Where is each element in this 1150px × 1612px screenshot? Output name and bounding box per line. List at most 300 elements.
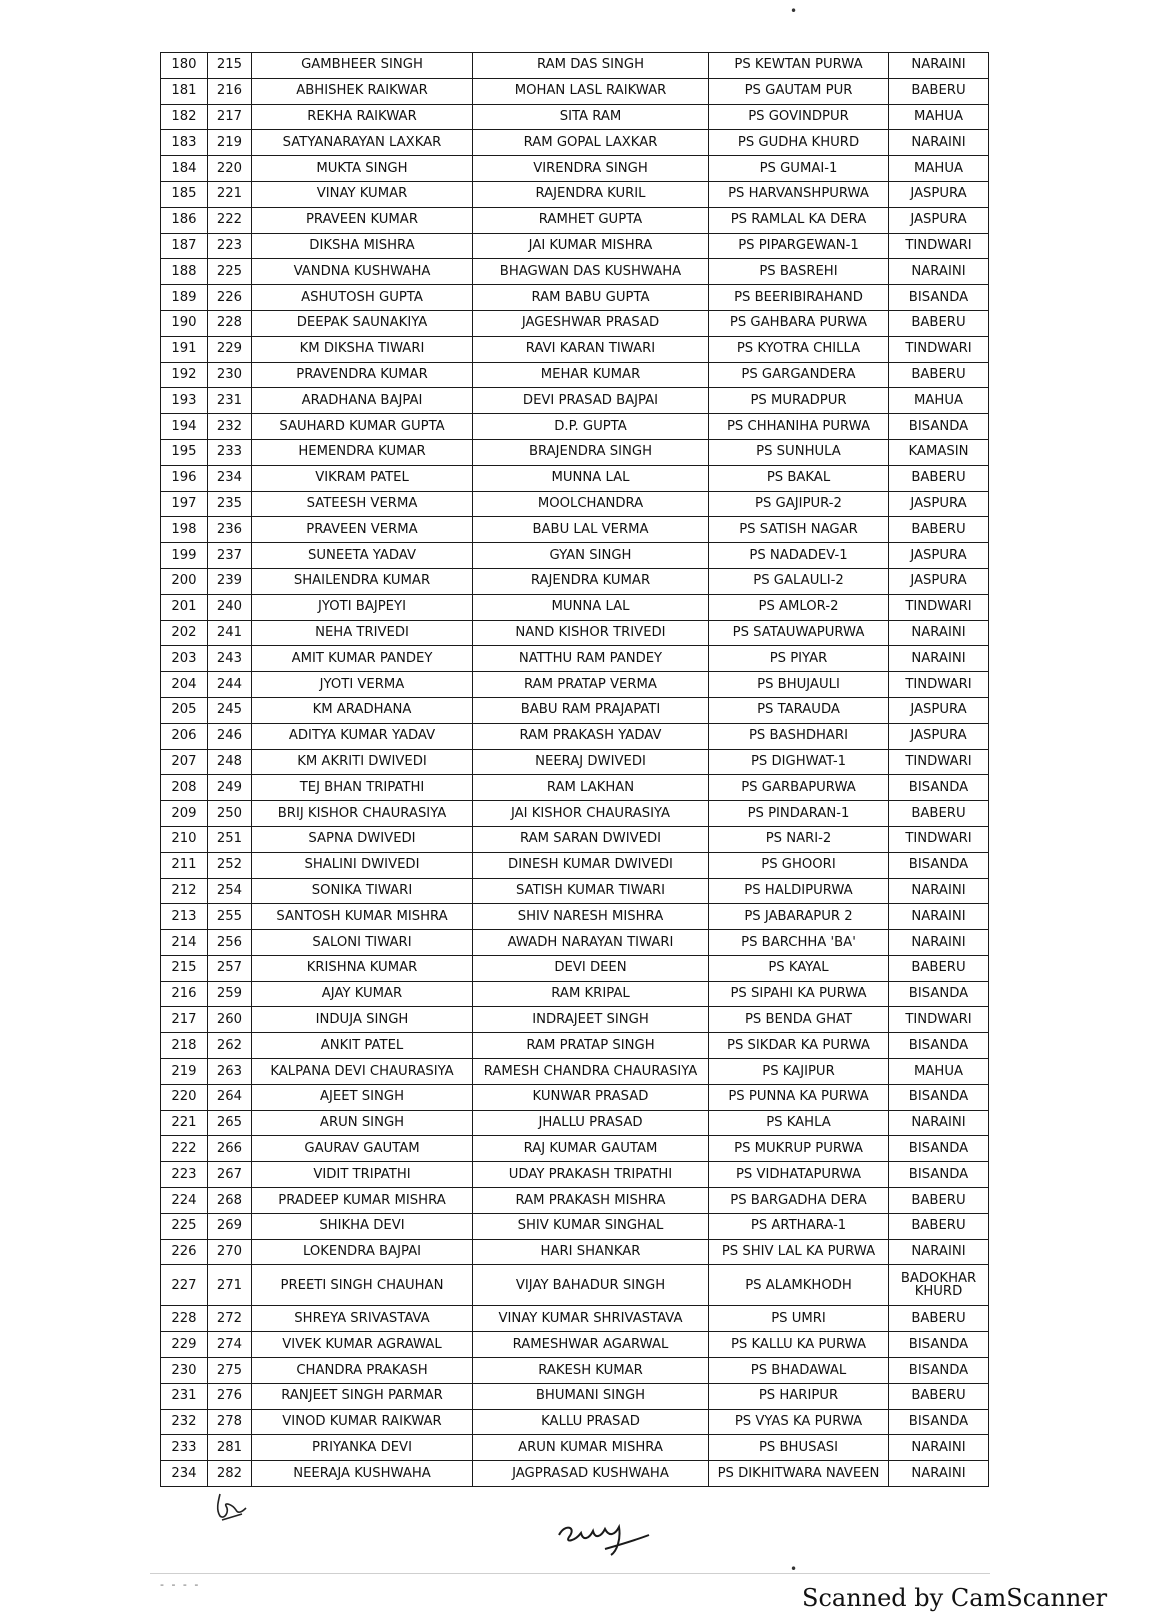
school-name-cell: PS KEWTAN PURWA (709, 53, 889, 79)
father-name-cell: RAM PRATAP SINGH (473, 1033, 709, 1059)
teacher-name-cell: AJEET SINGH (252, 1084, 473, 1110)
teacher-name-cell: ADITYA KUMAR YADAV (252, 723, 473, 749)
teacher-name-cell: AMIT KUMAR PANDEY (252, 646, 473, 672)
school-name-cell: PS GAUTAM PUR (709, 78, 889, 104)
serial-no-cell: 193 (161, 388, 208, 414)
teacher-name-cell: SUNEETA YADAV (252, 543, 473, 569)
school-name-cell: PS SATAUWAPURWA (709, 620, 889, 646)
school-name-cell: PS PUNNA KA PURWA (709, 1084, 889, 1110)
block-cell: BISANDA (889, 981, 989, 1007)
school-name-cell: PS DIKHITWARA NAVEEN (709, 1461, 889, 1487)
teacher-name-cell: ANKIT PATEL (252, 1033, 473, 1059)
school-name-cell: PS BEERIBIRAHAND (709, 285, 889, 311)
scan-speck: • (790, 1562, 798, 1576)
roll-no-cell: 226 (208, 285, 252, 311)
teacher-name-cell: VIVEK KUMAR AGRAWAL (252, 1332, 473, 1358)
serial-no-cell: 189 (161, 285, 208, 311)
block-cell: BISANDA (889, 1084, 989, 1110)
serial-no-cell: 225 (161, 1213, 208, 1239)
school-name-cell: PS BENDA GHAT (709, 1007, 889, 1033)
table-row (161, 130, 989, 156)
school-name-cell: PS JABARAPUR 2 (709, 904, 889, 930)
serial-no-cell: 201 (161, 594, 208, 620)
school-name-cell: PS GARGANDERA (709, 362, 889, 388)
block-cell: BABERU (889, 801, 989, 827)
roll-no-cell: 230 (208, 362, 252, 388)
teacher-name-cell: SAPNA DWIVEDI (252, 826, 473, 852)
teacher-name-cell: KM AKRITI DWIVEDI (252, 749, 473, 775)
table-row (161, 1059, 989, 1085)
block-cell: BISANDA (889, 852, 989, 878)
school-name-cell: PS SUNHULA (709, 439, 889, 465)
block-cell: MAHUA (889, 1059, 989, 1085)
school-name-cell: PS KAHLA (709, 1110, 889, 1136)
father-name-cell: MUNNA LAL (473, 465, 709, 491)
serial-no-cell: 181 (161, 78, 208, 104)
roll-no-cell: 269 (208, 1213, 252, 1239)
school-name-cell: PS VIDHATAPURWA (709, 1162, 889, 1188)
roll-no-cell: 241 (208, 620, 252, 646)
block-cell: TINDWARI (889, 749, 989, 775)
table-row (161, 259, 989, 285)
roll-no-cell: 235 (208, 491, 252, 517)
block-cell: NARAINI (889, 904, 989, 930)
father-name-cell: D.P. GUPTA (473, 414, 709, 440)
father-name-cell: JAI KUMAR MISHRA (473, 233, 709, 259)
father-name-cell: KUNWAR PRASAD (473, 1084, 709, 1110)
father-name-cell: RAM PRAKASH YADAV (473, 723, 709, 749)
serial-no-cell: 196 (161, 465, 208, 491)
block-cell: MAHUA (889, 156, 989, 182)
father-name-cell: BABU LAL VERMA (473, 517, 709, 543)
table-row (161, 414, 989, 440)
serial-no-cell: 224 (161, 1188, 208, 1214)
table-row (161, 388, 989, 414)
table-row (161, 749, 989, 775)
serial-no-cell: 180 (161, 53, 208, 79)
serial-no-cell: 231 (161, 1383, 208, 1409)
block-cell: JASPURA (889, 181, 989, 207)
teacher-name-cell: JYOTI VERMA (252, 672, 473, 698)
roll-no-cell: 270 (208, 1239, 252, 1265)
serial-no-cell: 204 (161, 672, 208, 698)
block-cell: BABERU (889, 1383, 989, 1409)
serial-no-cell: 215 (161, 955, 208, 981)
block-cell: MAHUA (889, 388, 989, 414)
serial-no-cell: 188 (161, 259, 208, 285)
table-row (161, 697, 989, 723)
school-name-cell: PS ARTHARA-1 (709, 1213, 889, 1239)
father-name-cell: NAND KISHOR TRIVEDI (473, 620, 709, 646)
block-cell: NARAINI (889, 259, 989, 285)
table-row (161, 1084, 989, 1110)
roll-no-cell: 260 (208, 1007, 252, 1033)
father-name-cell: RAVI KARAN TIWARI (473, 336, 709, 362)
roll-no-cell: 256 (208, 930, 252, 956)
block-cell: BABERU (889, 310, 989, 336)
teacher-name-cell: INDUJA SINGH (252, 1007, 473, 1033)
father-name-cell: MEHAR KUMAR (473, 362, 709, 388)
father-name-cell: RAKESH KUMAR (473, 1358, 709, 1384)
teacher-name-cell: GAURAV GAUTAM (252, 1136, 473, 1162)
block-cell: BADOKHAR KHURD (889, 1265, 989, 1306)
school-name-cell: PS KYOTRA CHILLA (709, 336, 889, 362)
serial-no-cell: 216 (161, 981, 208, 1007)
roll-no-cell: 221 (208, 181, 252, 207)
serial-no-cell: 212 (161, 878, 208, 904)
teacher-name-cell: VIKRAM PATEL (252, 465, 473, 491)
school-name-cell: PS PINDARAN-1 (709, 801, 889, 827)
roll-no-cell: 259 (208, 981, 252, 1007)
teacher-name-cell: TEJ BHAN TRIPATHI (252, 775, 473, 801)
teacher-name-cell: HEMENDRA KUMAR (252, 439, 473, 465)
roll-no-cell: 228 (208, 310, 252, 336)
block-cell: JASPURA (889, 543, 989, 569)
serial-no-cell: 219 (161, 1059, 208, 1085)
block-cell: BABERU (889, 362, 989, 388)
block-cell: NARAINI (889, 130, 989, 156)
father-name-cell: GYAN SINGH (473, 543, 709, 569)
teacher-name-cell: NEERAJA KUSHWAHA (252, 1461, 473, 1487)
roll-no-cell: 252 (208, 852, 252, 878)
roll-no-cell: 263 (208, 1059, 252, 1085)
teacher-name-cell: SATEESH VERMA (252, 491, 473, 517)
school-name-cell: PS BHUSASI (709, 1435, 889, 1461)
block-cell: BABERU (889, 78, 989, 104)
table-row (161, 181, 989, 207)
father-name-cell: RAJENDRA KURIL (473, 181, 709, 207)
table-row (161, 104, 989, 130)
father-name-cell: RAM PRATAP VERMA (473, 672, 709, 698)
father-name-cell: RAM KRIPAL (473, 981, 709, 1007)
table-row (161, 1409, 989, 1435)
table-row (161, 336, 989, 362)
roll-no-cell: 250 (208, 801, 252, 827)
school-name-cell: PS GHOORI (709, 852, 889, 878)
school-name-cell: PS BASHDHARI (709, 723, 889, 749)
block-cell: KAMASIN (889, 439, 989, 465)
table-row (161, 646, 989, 672)
block-cell: NARAINI (889, 930, 989, 956)
roll-no-cell: 266 (208, 1136, 252, 1162)
school-name-cell: PS SATISH NAGAR (709, 517, 889, 543)
serial-no-cell: 187 (161, 233, 208, 259)
roll-no-cell: 232 (208, 414, 252, 440)
table-row (161, 517, 989, 543)
serial-no-cell: 191 (161, 336, 208, 362)
serial-no-cell: 184 (161, 156, 208, 182)
scan-edge-line (150, 1573, 990, 1574)
scan-speck: • (790, 4, 798, 18)
block-cell: BABERU (889, 1188, 989, 1214)
teacher-name-cell: AJAY KUMAR (252, 981, 473, 1007)
serial-no-cell: 228 (161, 1306, 208, 1332)
block-cell: BABERU (889, 517, 989, 543)
roll-no-cell: 271 (208, 1265, 252, 1306)
school-name-cell: PS NADADEV-1 (709, 543, 889, 569)
table-row (161, 439, 989, 465)
teacher-name-cell: NEHA TRIVEDI (252, 620, 473, 646)
father-name-cell: RAM SARAN DWIVEDI (473, 826, 709, 852)
roll-no-cell: 223 (208, 233, 252, 259)
table-row (161, 878, 989, 904)
school-name-cell: PS GUDHA KHURD (709, 130, 889, 156)
table-row (161, 801, 989, 827)
teacher-name-cell: VINOD KUMAR RAIKWAR (252, 1409, 473, 1435)
father-name-cell: RAMESHWAR AGARWAL (473, 1332, 709, 1358)
roll-no-cell: 217 (208, 104, 252, 130)
serial-no-cell: 183 (161, 130, 208, 156)
father-name-cell: SHIV NARESH MISHRA (473, 904, 709, 930)
table-row (161, 1265, 989, 1306)
teacher-name-cell: KM DIKSHA TIWARI (252, 336, 473, 362)
table-row (161, 233, 989, 259)
school-name-cell: PS RAMLAL KA DERA (709, 207, 889, 233)
table-row (161, 594, 989, 620)
father-name-cell: BRAJENDRA SINGH (473, 439, 709, 465)
serial-no-cell: 186 (161, 207, 208, 233)
teacher-name-cell: VANDNA KUSHWAHA (252, 259, 473, 285)
roll-no-cell: 276 (208, 1383, 252, 1409)
table-row (161, 1358, 989, 1384)
table-row (161, 362, 989, 388)
table-row (161, 620, 989, 646)
serial-no-cell: 214 (161, 930, 208, 956)
teacher-name-cell: JYOTI BAJPEYI (252, 594, 473, 620)
teacher-name-cell: SALONI TIWARI (252, 930, 473, 956)
father-name-cell: RAM PRAKASH MISHRA (473, 1188, 709, 1214)
block-cell: BISANDA (889, 1136, 989, 1162)
block-cell: BABERU (889, 1306, 989, 1332)
roll-no-cell: 216 (208, 78, 252, 104)
table-row (161, 1162, 989, 1188)
table-row (161, 1033, 989, 1059)
table-row (161, 491, 989, 517)
school-name-cell: PS CHHANIHA PURWA (709, 414, 889, 440)
teacher-name-cell: DEEPAK SAUNAKIYA (252, 310, 473, 336)
teacher-name-cell: PREETI SINGH CHAUHAN (252, 1265, 473, 1306)
teacher-name-cell: SHALINI DWIVEDI (252, 852, 473, 878)
roll-no-cell: 234 (208, 465, 252, 491)
serial-no-cell: 199 (161, 543, 208, 569)
block-cell: NARAINI (889, 53, 989, 79)
table-row (161, 1110, 989, 1136)
father-name-cell: SATISH KUMAR TIWARI (473, 878, 709, 904)
teacher-name-cell: RANJEET SINGH PARMAR (252, 1383, 473, 1409)
teacher-name-cell: BRIJ KISHOR CHAURASIYA (252, 801, 473, 827)
roll-no-cell: 245 (208, 697, 252, 723)
block-cell: TINDWARI (889, 336, 989, 362)
block-cell: TINDWARI (889, 594, 989, 620)
father-name-cell: JAI KISHOR CHAURASIYA (473, 801, 709, 827)
scan-artifact: - - - - (160, 1578, 201, 1591)
father-name-cell: JHALLU PRASAD (473, 1110, 709, 1136)
serial-no-cell: 210 (161, 826, 208, 852)
school-name-cell: PS DIGHWAT-1 (709, 749, 889, 775)
initials-signature (212, 1490, 256, 1524)
father-name-cell: BHUMANI SINGH (473, 1383, 709, 1409)
roll-no-cell: 267 (208, 1162, 252, 1188)
table-row (161, 826, 989, 852)
roll-no-cell: 240 (208, 594, 252, 620)
school-name-cell: PS GAHBARA PURWA (709, 310, 889, 336)
serial-no-cell: 195 (161, 439, 208, 465)
serial-no-cell: 205 (161, 697, 208, 723)
serial-no-cell: 229 (161, 1332, 208, 1358)
school-name-cell: PS GARBAPURWA (709, 775, 889, 801)
block-cell: NARAINI (889, 878, 989, 904)
table-row (161, 78, 989, 104)
teacher-name-cell: SAUHARD KUMAR GUPTA (252, 414, 473, 440)
father-name-cell: RAM GOPAL LAXKAR (473, 130, 709, 156)
school-name-cell: PS AMLOR-2 (709, 594, 889, 620)
serial-no-cell: 190 (161, 310, 208, 336)
block-cell: NARAINI (889, 1435, 989, 1461)
block-cell: NARAINI (889, 1461, 989, 1487)
teacher-name-cell: PRAVENDRA KUMAR (252, 362, 473, 388)
roll-no-cell: 257 (208, 955, 252, 981)
school-name-cell: PS UMRI (709, 1306, 889, 1332)
school-name-cell: PS BAKAL (709, 465, 889, 491)
table-row (161, 568, 989, 594)
teacher-posting-table (160, 52, 989, 1487)
block-cell: JASPURA (889, 207, 989, 233)
father-name-cell: MOOLCHANDRA (473, 491, 709, 517)
serial-no-cell: 220 (161, 1084, 208, 1110)
roll-no-cell: 215 (208, 53, 252, 79)
table-row (161, 156, 989, 182)
school-name-cell: PS BHADAWAL (709, 1358, 889, 1384)
roll-no-cell: 255 (208, 904, 252, 930)
table-body (161, 53, 989, 1487)
school-name-cell: PS BASREHI (709, 259, 889, 285)
serial-no-cell: 182 (161, 104, 208, 130)
block-cell: BISANDA (889, 414, 989, 440)
roll-no-cell: 248 (208, 749, 252, 775)
teacher-name-cell: SHAILENDRA KUMAR (252, 568, 473, 594)
table-row (161, 310, 989, 336)
block-cell: TINDWARI (889, 826, 989, 852)
father-name-cell: RAM DAS SINGH (473, 53, 709, 79)
roll-no-cell: 254 (208, 878, 252, 904)
table-row (161, 1188, 989, 1214)
school-name-cell: PS BHUJAULI (709, 672, 889, 698)
school-name-cell: PS PIPARGEWAN-1 (709, 233, 889, 259)
roll-no-cell: 233 (208, 439, 252, 465)
school-name-cell: PS PIYAR (709, 646, 889, 672)
block-cell: TINDWARI (889, 233, 989, 259)
serial-no-cell: 226 (161, 1239, 208, 1265)
father-name-cell: BABU RAM PRAJAPATI (473, 697, 709, 723)
serial-no-cell: 207 (161, 749, 208, 775)
block-cell: TINDWARI (889, 672, 989, 698)
table-row (161, 1239, 989, 1265)
school-name-cell: PS GAJIPUR-2 (709, 491, 889, 517)
block-cell: BABERU (889, 1213, 989, 1239)
table-row (161, 930, 989, 956)
father-name-cell: RAM BABU GUPTA (473, 285, 709, 311)
roll-no-cell: 278 (208, 1409, 252, 1435)
father-name-cell: BHAGWAN DAS KUSHWAHA (473, 259, 709, 285)
father-name-cell: RAM LAKHAN (473, 775, 709, 801)
teacher-name-cell: KM ARADHANA (252, 697, 473, 723)
roll-no-cell: 265 (208, 1110, 252, 1136)
school-name-cell: PS KAYAL (709, 955, 889, 981)
father-name-cell: SHIV KUMAR SINGHAL (473, 1213, 709, 1239)
father-name-cell: JAGESHWAR PRASAD (473, 310, 709, 336)
table-row (161, 1213, 989, 1239)
father-name-cell: SITA RAM (473, 104, 709, 130)
roll-no-cell: 225 (208, 259, 252, 285)
table-row (161, 1007, 989, 1033)
teacher-name-cell: SANTOSH KUMAR MISHRA (252, 904, 473, 930)
table-row (161, 904, 989, 930)
scanner-watermark: Scanned by CamScanner (802, 1584, 1108, 1612)
block-cell: JASPURA (889, 568, 989, 594)
school-name-cell: PS BARGADHA DERA (709, 1188, 889, 1214)
father-name-cell: INDRAJEET SINGH (473, 1007, 709, 1033)
roll-no-cell: 236 (208, 517, 252, 543)
teacher-name-cell: VIDIT TRIPATHI (252, 1162, 473, 1188)
serial-no-cell: 213 (161, 904, 208, 930)
father-name-cell: ARUN KUMAR MISHRA (473, 1435, 709, 1461)
block-cell: NARAINI (889, 620, 989, 646)
school-name-cell: PS SHIV LAL KA PURWA (709, 1239, 889, 1265)
roll-no-cell: 243 (208, 646, 252, 672)
school-name-cell: PS KALLU KA PURWA (709, 1332, 889, 1358)
table-row (161, 1435, 989, 1461)
roll-no-cell: 220 (208, 156, 252, 182)
block-cell: NARAINI (889, 646, 989, 672)
school-name-cell: PS MURADPUR (709, 388, 889, 414)
roll-no-cell: 272 (208, 1306, 252, 1332)
serial-no-cell: 232 (161, 1409, 208, 1435)
teacher-name-cell: ASHUTOSH GUPTA (252, 285, 473, 311)
teacher-name-cell: CHANDRA PRAKASH (252, 1358, 473, 1384)
block-cell: MAHUA (889, 104, 989, 130)
block-cell: BISANDA (889, 1033, 989, 1059)
serial-no-cell: 227 (161, 1265, 208, 1306)
block-cell: BISANDA (889, 1358, 989, 1384)
father-name-cell: VIRENDRA SINGH (473, 156, 709, 182)
father-name-cell: DEVI DEEN (473, 955, 709, 981)
serial-no-cell: 230 (161, 1358, 208, 1384)
table-row (161, 672, 989, 698)
teacher-name-cell: PRADEEP KUMAR MISHRA (252, 1188, 473, 1214)
serial-no-cell: 185 (161, 181, 208, 207)
serial-no-cell: 198 (161, 517, 208, 543)
table-row (161, 723, 989, 749)
school-name-cell: PS MUKRUP PURWA (709, 1136, 889, 1162)
father-name-cell: KALLU PRASAD (473, 1409, 709, 1435)
teacher-name-cell: SHREYA SRIVASTAVA (252, 1306, 473, 1332)
table-row (161, 1136, 989, 1162)
father-name-cell: NEERAJ DWIVEDI (473, 749, 709, 775)
father-name-cell: RAJENDRA KUMAR (473, 568, 709, 594)
block-cell: JASPURA (889, 491, 989, 517)
school-name-cell: PS BARCHHA 'BA' (709, 930, 889, 956)
teacher-name-cell: KRISHNA KUMAR (252, 955, 473, 981)
father-name-cell: AWADH NARAYAN TIWARI (473, 930, 709, 956)
block-cell: BABERU (889, 465, 989, 491)
serial-no-cell: 233 (161, 1435, 208, 1461)
serial-no-cell: 194 (161, 414, 208, 440)
serial-no-cell: 223 (161, 1162, 208, 1188)
father-name-cell: RAMHET GUPTA (473, 207, 709, 233)
roll-no-cell: 229 (208, 336, 252, 362)
school-name-cell: PS SIPAHI KA PURWA (709, 981, 889, 1007)
block-cell: JASPURA (889, 723, 989, 749)
